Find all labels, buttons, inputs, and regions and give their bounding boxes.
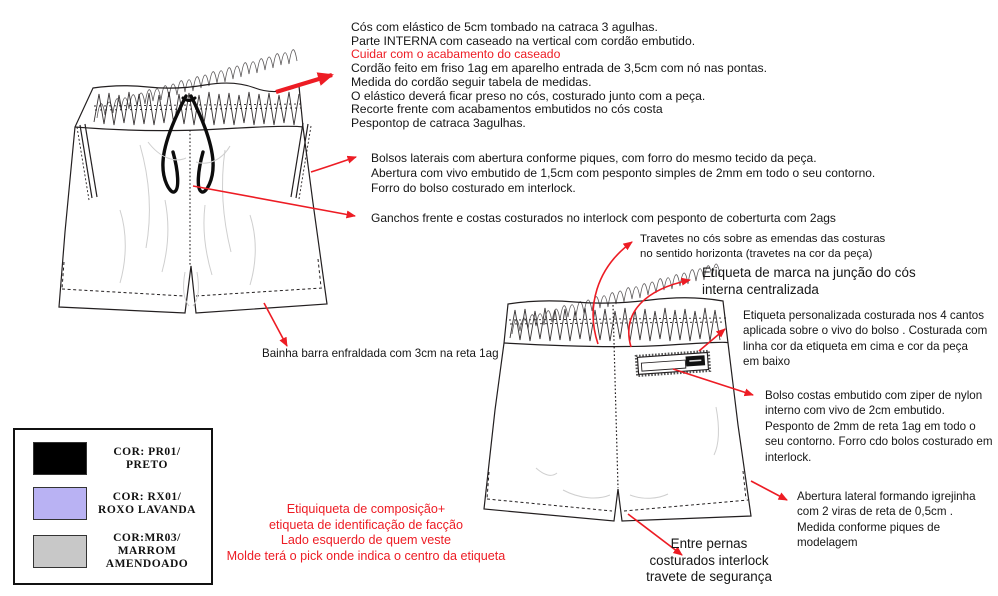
note-line: interlock. <box>765 450 812 464</box>
note-line: Cordão feito em friso 1ag em aparelho entrada de 3,5cm com nó nas pontas. <box>351 61 767 76</box>
note-line: Parte INTERNA com caseado na vertical com cordão embutido. <box>351 33 696 48</box>
ganchos-note <box>371 211 836 226</box>
abertura-lateral-note <box>797 489 976 551</box>
note-line: Travetes no cós sobre as emendas das costuras <box>640 233 886 245</box>
note-line: interno com vivo de 2cm embutido. <box>765 404 945 418</box>
note-line: Etiqueta de marca na junção do cós <box>702 265 916 280</box>
note-line: Abertura lateral formando igrejinha <box>797 490 976 503</box>
note-line: Etiqueta personalizada costurada nos 4 cantos <box>743 309 985 322</box>
etiqueta-composicao-note <box>216 502 516 564</box>
color-swatch-preto <box>33 442 87 475</box>
note-line: seu contorno. Forro cdo bolos costurado em <box>765 435 993 449</box>
note-line: Etiquiqueta de composição+ <box>286 502 446 516</box>
arrow-bainha-note <box>264 303 287 346</box>
note-line: linha cor da etiqueta em cima e cor da peça <box>743 339 968 353</box>
note-line: com 2 viras de reta de 0,5cm . <box>797 505 953 519</box>
note-line: etiqueta de identificação de facção <box>269 517 463 532</box>
color-code: COR: RX01/ <box>112 490 182 503</box>
note-line: Ganchos frente e costas costurados no interlock com pesponto de coberturta com 2ags <box>371 211 836 225</box>
etiqueta-marca-note <box>702 265 916 298</box>
bainha-note <box>262 346 499 361</box>
legend-row-marrom-amendoado <box>19 532 207 571</box>
caseado-warning: Cuidar com o acabamento do caseado <box>351 47 561 62</box>
back-view-drawing <box>484 264 751 521</box>
color-name: MARROM AMENDOADO <box>105 545 189 570</box>
color-legend <box>13 428 213 585</box>
side-pockets-note <box>371 151 875 196</box>
color-swatch-marrom-amendoado <box>33 535 87 568</box>
note-line: O elástico deverá ficar preso no cós, costurado junto com a peça. <box>351 88 706 103</box>
note-line: no sentido horizonta (travetes na cor da peça) <box>640 247 873 260</box>
arrow-abertura-lateral-note <box>751 481 787 500</box>
etiqueta-personalizada-note <box>743 308 987 370</box>
waistband-note <box>351 21 767 131</box>
legend-label <box>87 491 207 517</box>
arrow-waistband-note <box>276 75 332 92</box>
note-line: interna centralizada <box>702 281 819 297</box>
legend-label <box>87 532 207 571</box>
note-line: travete de segurança <box>646 569 772 584</box>
note-line: Bolso costas embutido com ziper de nylon <box>765 389 983 402</box>
legend-row-preto <box>19 442 207 475</box>
note-line: Pespontop de catraca 3agulhas. <box>351 115 526 130</box>
travetes-note <box>640 232 885 262</box>
color-code: COR:MR03/ <box>113 532 181 544</box>
note-line: Medida do cordão seguir tabela de medidas. <box>351 74 592 89</box>
note-line: Forro do bolso costurado em interlock. <box>371 181 576 195</box>
note-line: em baixo <box>743 355 791 369</box>
color-name: ROXO LAVANDA <box>98 503 196 516</box>
arrow-side-pocket-note <box>311 157 356 172</box>
note-line: modelagem <box>797 536 858 550</box>
note-line: Lado esquerdo de quem veste <box>280 533 452 548</box>
note-line: Entre pernas <box>670 536 748 551</box>
note-line: costurados interlock <box>649 552 769 568</box>
note-line: Pesponto de 2mm de reta 1ag em todo o <box>765 419 976 433</box>
note-line: aplicada sobre o vivo do bolso . Costurada com <box>743 324 988 338</box>
bolso-costas-note <box>765 388 993 465</box>
legend-label <box>87 446 207 472</box>
color-code: COR: PR01/ <box>113 445 181 458</box>
color-swatch-roxo-lavanda <box>33 487 87 520</box>
note-line: Recorte frente com acabamentos embutidos no cós costa <box>351 102 663 117</box>
note-line: Cós com elástico de 5cm tombado na catraca 3 agulhas. <box>351 20 658 34</box>
note-line: Molde terá o pick onde indica o centro da etiqueta <box>226 548 506 563</box>
note-line: Bainha barra enfraldada com 3cm na reta 1ag <box>262 347 499 360</box>
note-line: Bolsos laterais com abertura conforme piques, com forro do mesmo tecido da peça. <box>371 151 817 165</box>
legend-row-roxo-lavanda <box>19 487 207 520</box>
entre-pernas-note <box>635 536 783 586</box>
color-name: PRETO <box>126 458 168 471</box>
note-line: Medida conforme piques de <box>797 520 941 534</box>
note-line: Abertura com vivo embutido de 1,5cm com pesponto simples de 2mm em todo o seu contorno. <box>371 166 876 180</box>
